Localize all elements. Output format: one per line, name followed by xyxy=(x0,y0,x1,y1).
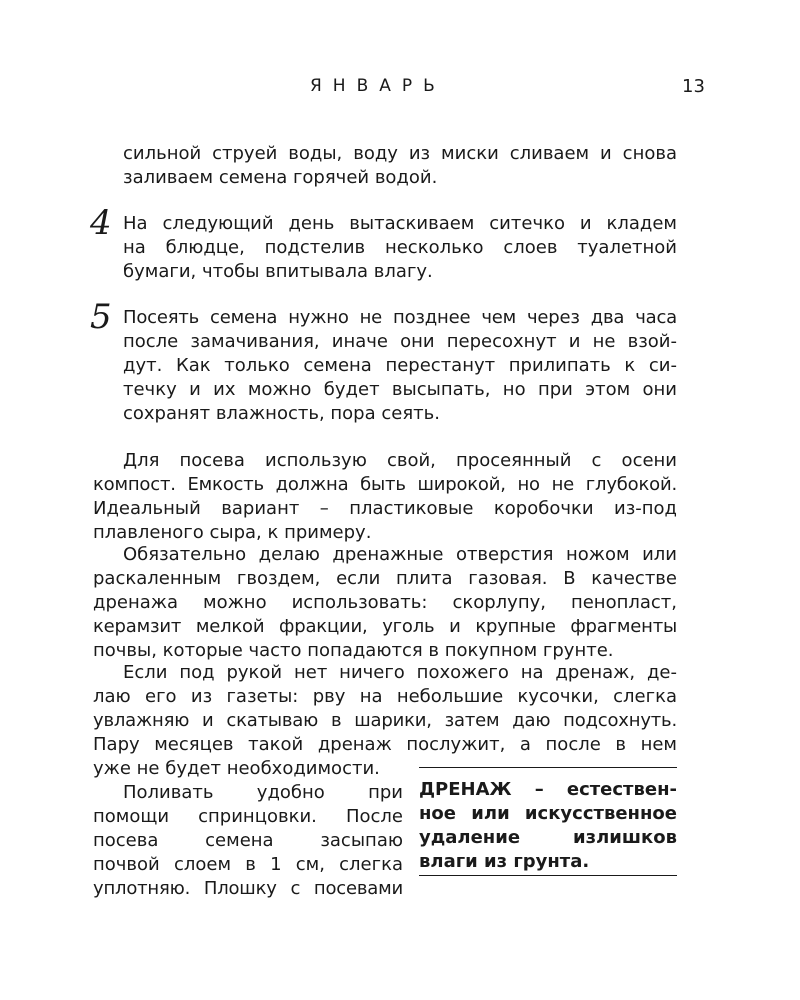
sidebar-text: ное или искусственное xyxy=(419,803,677,824)
text-line: Если под рукой нет ничего похожего на дренаж, де- xyxy=(123,662,677,683)
running-head: ЯНВАРЬ xyxy=(310,76,446,96)
sidebar-bottom-rule xyxy=(419,875,677,876)
text-line: На следующий день вытаскиваем ситечко и кладем xyxy=(123,213,677,234)
text-line: бумаги, чтобы впитывала влагу. xyxy=(123,261,433,282)
text-line: раскаленным гвоздем, если плита газовая. В качестве xyxy=(93,568,677,589)
sidebar-text: ДРЕНАЖ – естествен- xyxy=(419,779,677,800)
text-line: почвой слоем в 1 см, слегка xyxy=(93,854,403,875)
step-number-5: 5 xyxy=(90,297,112,337)
text-line: Поливать удобно при xyxy=(123,782,403,803)
text-line: дут. Как только семена перестанут прилипать к си- xyxy=(123,355,677,376)
text-line: уже не будет необходимости. xyxy=(93,758,380,779)
text-line: увлажняю и скатываю в шарики, затем даю подсохнуть. xyxy=(93,710,677,731)
text-line: Обязательно делаю дренажные отверстия ножом или xyxy=(123,544,677,565)
text-line: керамзит мелкой фракции, уголь и крупные фрагменты xyxy=(93,616,677,637)
text-line: помощи спринцовки. После xyxy=(93,806,403,827)
page-number: 13 xyxy=(682,76,705,97)
text-line: сохранят влажность, пора сеять. xyxy=(123,403,440,424)
text-line: заливаем семена горячей водой. xyxy=(123,167,438,188)
text-line: Пару месяцев такой дренаж послужит, а после в нем xyxy=(93,734,677,755)
text-line: компост. Емкость должна быть широкой, но не глубокой. xyxy=(93,474,677,495)
text-line: течку и их можно будет высыпать, но при этом они xyxy=(123,379,677,400)
text-line: посева семена засыпаю xyxy=(93,830,403,851)
text-line: Посеять семена нужно не позднее чем через два часа xyxy=(123,307,677,328)
text-line: после замачивания, иначе они пересохнут и не взой- xyxy=(123,331,677,352)
sidebar-text: удаление излишков xyxy=(419,827,677,848)
text-line: Для посева использую свой, просеянный с осени xyxy=(123,450,677,471)
text-line: почвы, которые часто попадаются в покупном грунте. xyxy=(93,640,614,661)
text-line: дренажа можно использовать: скорлупу, пенопласт, xyxy=(93,592,677,613)
text-line: сильной струей воды, воду из миски сливаем и снова xyxy=(123,143,677,164)
text-line: лаю его из газеты: рву на небольшие кусочки, слегка xyxy=(93,686,677,707)
sidebar-top-rule xyxy=(419,767,677,768)
text-line: уплотняю. Плошку с посевами xyxy=(93,878,403,899)
text-line: плавленого сыра, к примеру. xyxy=(93,522,372,543)
step-number-4: 4 xyxy=(90,203,112,243)
text-line: Идеальный вариант – пластиковые коробочки из-под xyxy=(93,498,677,519)
text-line: на блюдце, подстелив несколько слоев туалетной xyxy=(123,237,677,258)
sidebar-text: влаги из грунта. xyxy=(419,851,590,872)
